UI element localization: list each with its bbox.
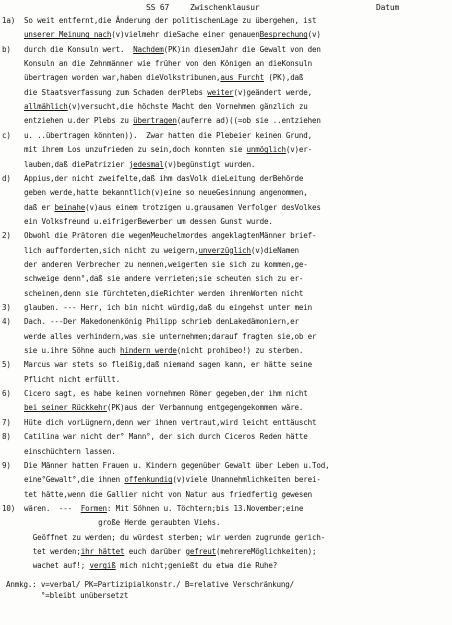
line-text xyxy=(24,316,299,328)
underlined-phrase: übertragen xyxy=(133,116,177,126)
item-number: 5) xyxy=(2,360,11,370)
text-run: Appius,der nicht zweifelte,daß ihm dasVolk dieLeitung derBehörde xyxy=(24,173,304,183)
line-text xyxy=(24,216,273,228)
line-text xyxy=(24,115,321,127)
item-number: 6) xyxy=(2,389,11,399)
text-run: geben werde,hatte bekanntlich(v)eine so neueGesinnung angenommen, xyxy=(24,188,308,198)
line-text xyxy=(24,517,220,529)
text-run: (v)vielmehr dieSache einer genauen xyxy=(111,30,260,40)
line-text xyxy=(24,402,303,414)
text-run: eine°Gewalt°,die ihnen xyxy=(24,475,125,485)
text-run: euch darüber xyxy=(124,546,186,556)
line-text xyxy=(24,101,308,113)
line-text xyxy=(24,230,316,242)
text-run: Cicero sagt, es habe keinen vornehmen Römer gegeben,der ihm nicht xyxy=(24,389,308,399)
text-run: Geöffnet zu werden; du würdest sterben; wir werden zugrunde gerich- xyxy=(24,532,326,542)
line-text xyxy=(24,29,321,41)
text-run: Hüte dich vorLügnern,denn wer ihnen vertraut,wird leicht enttäuscht xyxy=(24,417,317,427)
item-number: c) xyxy=(2,130,11,140)
item-number: 10) xyxy=(2,503,16,513)
underlined-phrase: unverzüglich xyxy=(198,245,251,255)
line-text xyxy=(24,302,312,314)
line-text xyxy=(24,202,321,214)
underlined-phrase: Nachdem xyxy=(133,44,164,54)
line-text xyxy=(24,72,303,84)
item-number: 1a) xyxy=(2,16,16,25)
text-run: entziehen u.der Plebs zu xyxy=(24,116,134,126)
text-run: (PK),daß xyxy=(264,73,304,83)
text-run: (PK)aus der Verbannung entgegengekommen wäre. xyxy=(106,403,304,413)
line-text xyxy=(24,532,325,544)
item-number: d) xyxy=(2,173,11,183)
footnote-line: Anmkg.: v=verbal/ PK=Partizipialkonstr./ B=relative Verschränkung/ xyxy=(6,579,294,589)
item-number: 8) xyxy=(2,432,11,442)
line-text xyxy=(24,374,120,386)
line-text xyxy=(24,58,312,70)
underlined-phrase: ihr hättet xyxy=(80,546,125,556)
text-run: Catilina war nicht der° Mann°, der sich durch Ciceros Reden hätte xyxy=(24,432,308,442)
text-run: Obwohl die Prätoren die wegenMeuchelmordes angeklagtenMänner brief- xyxy=(24,231,317,241)
underlined-phrase: Formen xyxy=(80,503,107,513)
line-text xyxy=(24,130,312,142)
exam-title: Zwischenklausur xyxy=(190,3,260,12)
text-run: Marcus war stets so fleißig,daß niemand sagen kann, er hätte seine xyxy=(24,360,312,370)
text-run: (PK)in diesemJahr die Gewalt von den xyxy=(163,44,321,54)
underlined-phrase: bei seiner Rückkehr xyxy=(24,403,107,413)
text-run: (nicht prohibeo!) zu sterben. xyxy=(176,346,304,356)
text-run: (v)geändert werde, xyxy=(233,87,313,97)
line-text xyxy=(24,273,303,285)
text-run: große Herde geraubten Viehs. xyxy=(24,518,221,528)
item-number: 3) xyxy=(2,303,11,312)
text-run: (v) xyxy=(307,30,321,40)
line-text xyxy=(24,503,303,515)
line-text xyxy=(24,431,308,443)
line-text xyxy=(24,446,116,458)
item-number: 7) xyxy=(2,417,11,427)
text-run: wären. --- xyxy=(24,503,81,513)
line-text xyxy=(24,460,329,472)
line-text xyxy=(24,288,303,300)
line-text xyxy=(24,546,316,558)
text-run: : Mit Söhnen u. Töchtern;bis 13.November;eine xyxy=(106,503,304,513)
underlined-phrase: gefreut xyxy=(185,546,217,556)
line-text xyxy=(24,259,308,271)
text-run: u. ..übertragen könnten)). Zwar hatten die Plebeier keinen Grund, xyxy=(24,130,312,140)
text-run: die Staatsverfassung zum Schaden derPlebs xyxy=(24,87,208,97)
line-text xyxy=(24,159,255,171)
date-label: Datum xyxy=(376,3,400,12)
text-run: So weit entfernt,die Änderung der politischenLage zu übergehen, ist xyxy=(24,16,317,25)
underlined-phrase: Besprechung xyxy=(259,30,308,40)
line-text xyxy=(24,173,303,185)
line-text xyxy=(24,345,303,357)
line-text xyxy=(24,331,316,343)
line-text xyxy=(24,388,308,400)
text-run: (auferre ad)((=ob sie ..entziehen xyxy=(176,116,321,126)
line-text xyxy=(24,474,321,486)
text-run: daß er xyxy=(24,202,55,212)
text-run: der anderen Verbrecher zu nennen,weigerten sie sich zu kommen,ge- xyxy=(24,259,308,269)
underlined-phrase: jedesmal xyxy=(128,159,164,169)
text-run: (v)aus einem trotzigen u.grausamen Verfolger desVolkes xyxy=(85,202,321,212)
text-run: übertragen worden war,haben dieVolkstribunen, xyxy=(24,73,221,83)
text-run: werde alles verhindern,was sie unternehmen;darauf fragten sie,ob er xyxy=(24,331,317,341)
underlined-phrase: offenkundig xyxy=(124,475,173,485)
text-run: (mehrereMöglichkeiten); xyxy=(216,546,317,556)
item-number: 9) xyxy=(2,460,11,470)
text-run: ein Volksfreund u.eifrigerBewerber um dessen Gunst wurde. xyxy=(24,216,273,226)
text-run: (v)versucht,die höchste Macht den Vornehmen gänzlich zu xyxy=(67,102,308,112)
underlined-phrase: aus Furcht xyxy=(220,73,265,83)
underlined-phrase: beinahe xyxy=(54,202,86,212)
text-run: scheinen,denn sie fürchteten,dieRichter werden ihrenWorten nicht xyxy=(24,288,304,298)
exam-code: SS 67 xyxy=(146,3,170,12)
item-number: 2) xyxy=(2,231,11,241)
text-run: wachet auf!; xyxy=(24,561,90,571)
text-run: lauben,daß diePatrizier xyxy=(24,159,129,169)
line-text xyxy=(24,417,316,429)
text-run: einschüchtern lassen. xyxy=(24,446,116,456)
text-run: Konsuln an die Zehnmänner wie früher von den Königen an dieKonsuln xyxy=(24,59,312,69)
text-run: (v)er- xyxy=(285,145,313,155)
line-text xyxy=(24,187,308,199)
text-run: sie u.ihre Söhne auch xyxy=(24,346,120,356)
line-text xyxy=(24,144,312,156)
text-run: Pflicht nicht erfüllt. xyxy=(24,374,120,384)
line-text xyxy=(24,87,312,99)
text-run: durch die Konsuln wert. xyxy=(24,44,134,54)
underlined-phrase: hindern werde xyxy=(120,346,177,356)
item-number: b) xyxy=(2,44,11,54)
text-run: glauben. --- Herr, ich bin nicht würdig,daß du eingehst unter mein xyxy=(24,303,312,312)
text-run: mich nicht;genießt du etwa die Ruhe? xyxy=(115,561,278,571)
underlined-phrase: weiter xyxy=(207,87,234,97)
text-run: lich aufforderten,sich nicht zu weigern, xyxy=(24,245,199,255)
footnote-line: °=bleibt unübersetzt xyxy=(6,590,129,600)
item-number: 4) xyxy=(2,317,11,327)
line-text xyxy=(24,15,316,27)
text-run: Dach. ---Der Makedonenkönig Philipp schrieb denLakedämoniern,er xyxy=(24,317,299,327)
text-run: tet werden; xyxy=(24,546,81,556)
underlined-phrase: unserer Meinung nach xyxy=(24,30,112,40)
text-run: (v)dieNamen xyxy=(250,245,299,255)
text-run: schweige denn°,daß sie andere verrieten;sie scheuten sich zu er- xyxy=(24,274,304,284)
text-run: mit ihrem Los unzufrieden zu sein,doch konnten sie xyxy=(24,145,247,155)
text-run: Die Männer hatten Frauen u. Kindern gegenüber Gewalt über Leben u.Tod, xyxy=(24,460,330,470)
underlined-phrase: vergiß xyxy=(89,561,116,571)
text-run: (v)viele Unannehmlichkeiten berei- xyxy=(172,475,321,485)
underlined-phrase: unmöglich xyxy=(246,145,286,155)
line-text xyxy=(24,560,277,572)
line-text xyxy=(24,44,321,56)
line-text xyxy=(24,245,299,257)
text-run: (v)begünstigt wurden. xyxy=(163,159,256,169)
line-text xyxy=(24,489,312,501)
line-text xyxy=(24,359,312,371)
text-run: tet hätte,wenn die Gallier nicht von Natur aus friedfertig gewesen xyxy=(24,489,312,499)
underlined-phrase: allmählich xyxy=(24,102,68,112)
